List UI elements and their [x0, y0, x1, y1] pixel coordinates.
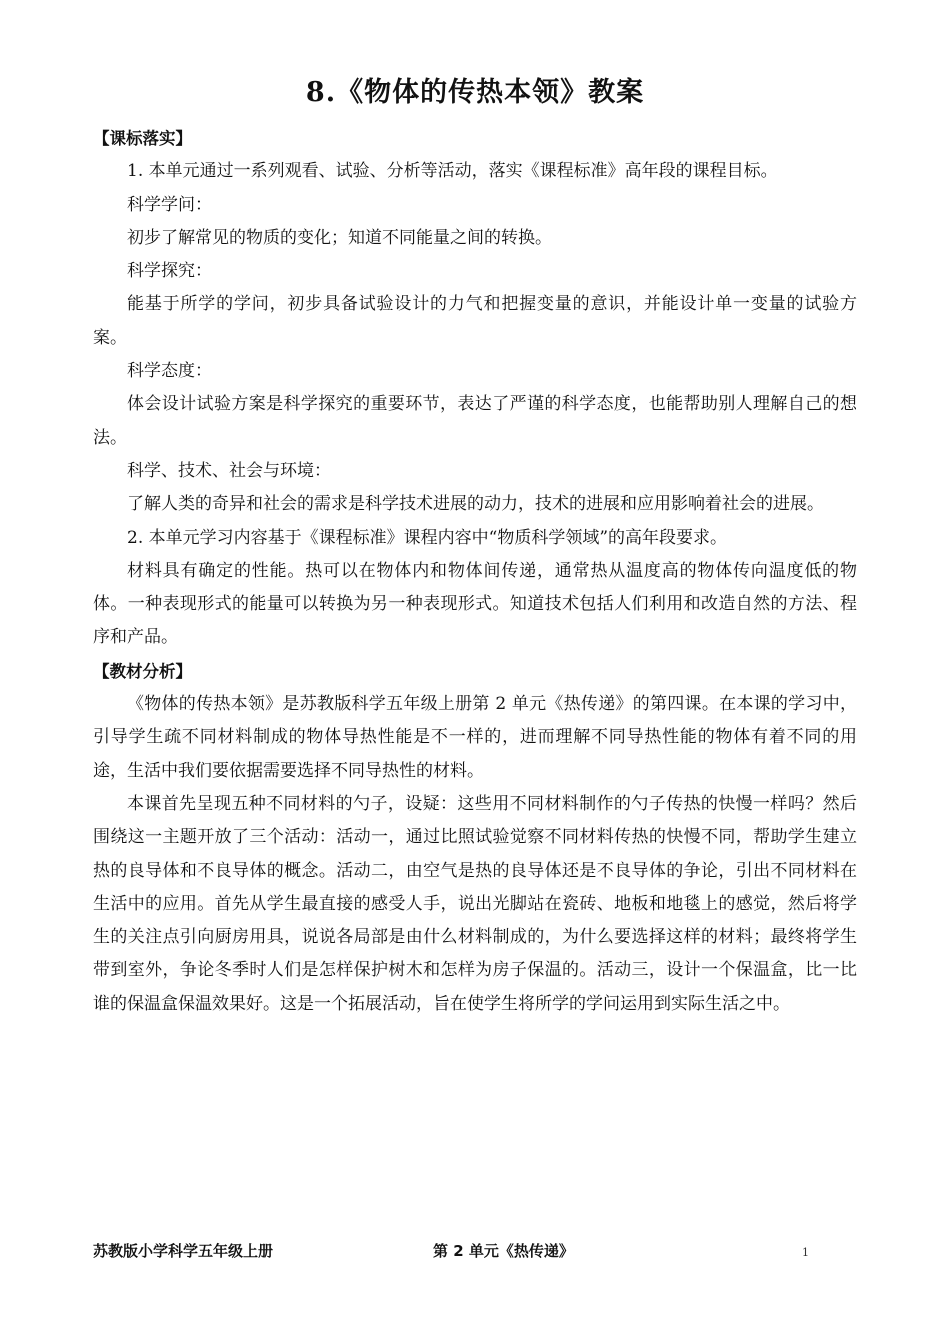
footer-unit-title: 第 2 单元《热传递》: [433, 1242, 574, 1260]
section-heading-textbook-analysis: 【教材分析】: [93, 661, 192, 681]
paragraph: 1. 本单元通过一系列观看、试验、分析等活动，落实《课程标准》高年段的课程目标。: [127, 161, 778, 182]
subheading-sts: 科学、技术、社会与环境：: [127, 460, 331, 481]
paragraph: 《物体的传热本领》是苏教版科学五年级上册第 2 单元《热传递》的第四课。在本课的学习中，引导学生疏不同材料制成的物体导热性能是不一样的，进而理解不同导热性能的物体有着不同的用途，生活中我们要依据需要选择不同导热性的材料。: [93, 694, 857, 781]
paragraph: 材料具有确定的性能。热可以在物体内和物体间传递，通常热从温度高的物体传向温度低的物体。一种表现形式的能量可以转换为另一种表现形式。知道技术包括人们利用和改造自然的方法、程序和产品。: [93, 560, 857, 648]
document-body: [93, 122, 857, 1021]
paragraph: 初步了解常见的物质的变化；知道不同能量之间的转换。: [127, 227, 552, 248]
paragraph: 能基于所学的学问，初步具备试验设计的力气和把握变量的意识，并能设计单一变量的试验方案。: [93, 294, 857, 348]
subheading-knowledge: 科学学问：: [127, 194, 212, 215]
paragraph: 体会设计试验方案是科学探究的重要环节，表达了严谨的科学态度，也能帮助别人理解自己的想法。: [93, 394, 857, 448]
subheading-inquiry: 科学探究：: [127, 261, 212, 282]
footer-book-title: 苏教版小学科学五年级上册: [93, 1242, 274, 1260]
section-heading-curriculum: 【课标落实】: [93, 129, 192, 148]
paragraph: 了解人类的奇异和社会的需求是科学技术进展的动力，技术的进展和应用影响着社会的进展。: [127, 494, 824, 515]
paragraph: 2. 本单元学习内容基于《课程标准》课程内容中“物质科学领域”的高年段要求。: [127, 527, 728, 548]
page-title: 8.《物体的传热本领》教案: [305, 77, 645, 108]
page-number: 1: [802, 1246, 809, 1259]
paragraph: 本课首先呈现五种不同材料的勺子，设疑：这些用不同材料制作的勺子传热的快慢一样吗？然后围绕这一主题开放了三个活动：活动一，通过比照试验觉察不同材料传热的快慢不同，帮助学生建立热的良导体和不良导体的概念。活动二，由空气是热的良导体还是不良导体的争论，引出不同材料在生活中的应用。首先从学生最直接的感受人手，说出光脚站在瓷砖、地板和地毯上的感觉，然后将学生的关注点引向厨房用具，说说各局部是由什么材料制成的，为什么要选择这样的材料；最终将学生带到室外，争论冬季时人们是怎样保护树木和怎样为房子保温的。活动三，设计一个保温盒，比一比谁的保温盒保温效果好。这是一个拓展活动，旨在使学生将所学的学问运用到实际生活之中。: [93, 793, 857, 1014]
subheading-attitude: 科学态度：: [127, 361, 212, 382]
